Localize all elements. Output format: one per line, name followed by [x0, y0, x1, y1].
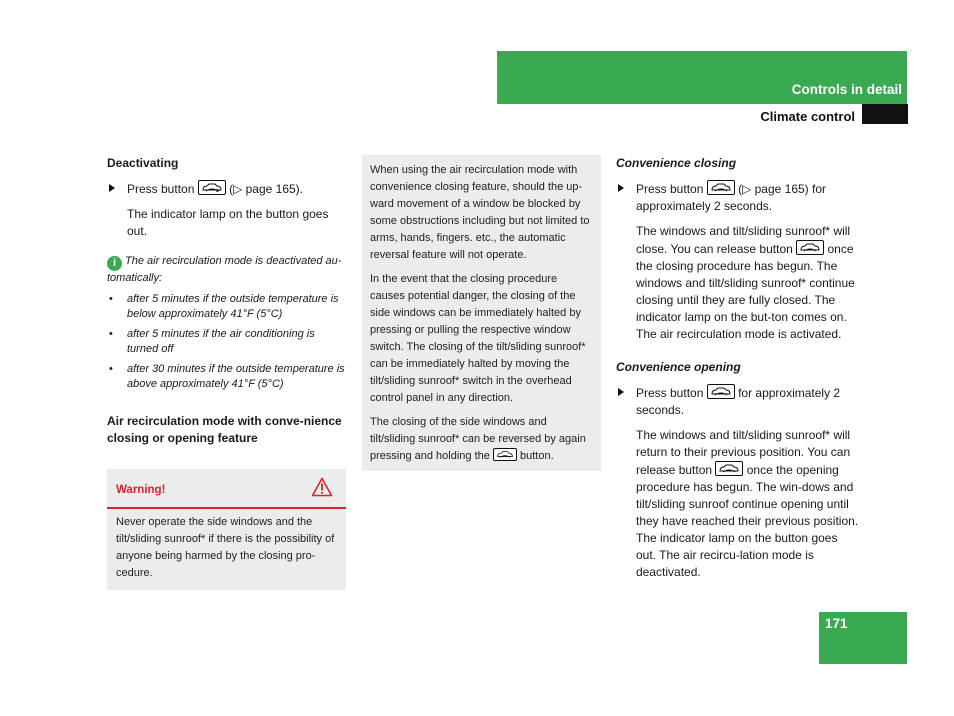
list-item: • after 30 minutes if the outside temperature is above approximately 41°F (5°C) [109, 363, 345, 390]
note-paragraph: When using the air recirculation mode with convenience closing feature, should the up-ward movement of a window be blocked by some obstructions including but not limited to arms, hands, fingers. etc., the automatic reversal feature will not operate. [370, 164, 590, 261]
bullet-list [107, 292, 347, 391]
heading-convenience-closing: Convenience closing [616, 156, 737, 170]
air-recirculation-button-icon [707, 180, 735, 195]
header-marker [862, 104, 908, 124]
air-recirculation-button-icon [707, 384, 735, 399]
air-recirculation-button-icon [493, 448, 517, 461]
heading-recirc-convenience: Air recirculation mode with conve-nience closing or opening feature [107, 414, 342, 445]
air-recirculation-button-icon [198, 180, 226, 195]
air-recirculation-button-icon [715, 461, 743, 476]
list-item: • after 5 minutes if the air conditioning is turned off [109, 328, 315, 355]
warning-text: Never operate the side windows and the tilt/sliding sunroof* if there is the possibility of anyone being harmed by the closing pro-cedure. [116, 516, 335, 579]
list-item: • after 5 minutes if the outside temperature is below approximately 41°F (5°C) [109, 293, 339, 320]
closing-description: The windows and tilt/sliding sunroof* will close. You can release button once the closing procedure has begun. The windows and tilt/sliding sunroof* continue closing until they are fully closed. The indicator lamp on the but-ton comes on. The air recirculation mode is activated. [636, 224, 855, 341]
heading-deactivating: Deactivating [107, 156, 179, 170]
heading-convenience-opening: Convenience opening [616, 360, 741, 374]
note-paragraph: The closing of the side windows and tilt/sliding sunroof* can be reversed by again pressing and holding the button. [370, 416, 586, 462]
step-press-button: Press button (▷ page 165). [107, 180, 347, 198]
warning-triangle-icon [311, 477, 333, 497]
column-right [616, 155, 860, 581]
air-recirculation-button-icon [796, 240, 824, 255]
step-press-button: Press button for approximately 2 seconds. [616, 384, 860, 419]
note-paragraph: In the event that the closing procedure causes potential danger, the closing of the side windows can be immediately halted by pressing or pulling the respective window switch. The closing of the tilt/sliding sunroof* can be immediately halted by moving the tilt/sliding sunroof* switch in the overhead control panel in any direction. [370, 273, 586, 404]
column-middle [362, 155, 601, 471]
warning-box [107, 469, 346, 590]
step-arrow-icon [618, 184, 624, 192]
step-arrow-icon [109, 184, 115, 192]
section-title: Controls in detail [791, 82, 902, 97]
step-arrow-icon [618, 388, 624, 396]
page-number: 171 [825, 616, 848, 631]
warning-header [107, 469, 346, 509]
subsection-title: Climate control [760, 109, 855, 124]
step-note: The indicator lamp on the button goes out. [127, 207, 329, 238]
note-box [362, 155, 601, 471]
info-note: i The air recirculation mode is deactivated au-tomatically: [107, 255, 342, 284]
info-icon: i [107, 256, 122, 271]
opening-description: The windows and tilt/sliding sunroof* will return to their previous position. You can release button once the opening procedure has begun. The win-dows and tilt/sliding sunroof continue opening until they have reached their previous position. The indicator lamp on the button goes out. The air recircu-lation mode is deactivated. [636, 428, 859, 579]
warning-label: Warning! [116, 484, 166, 496]
column-left [107, 155, 347, 590]
step-press-button: Press button (▷ page 165) for approximately 2 seconds. [616, 180, 860, 215]
